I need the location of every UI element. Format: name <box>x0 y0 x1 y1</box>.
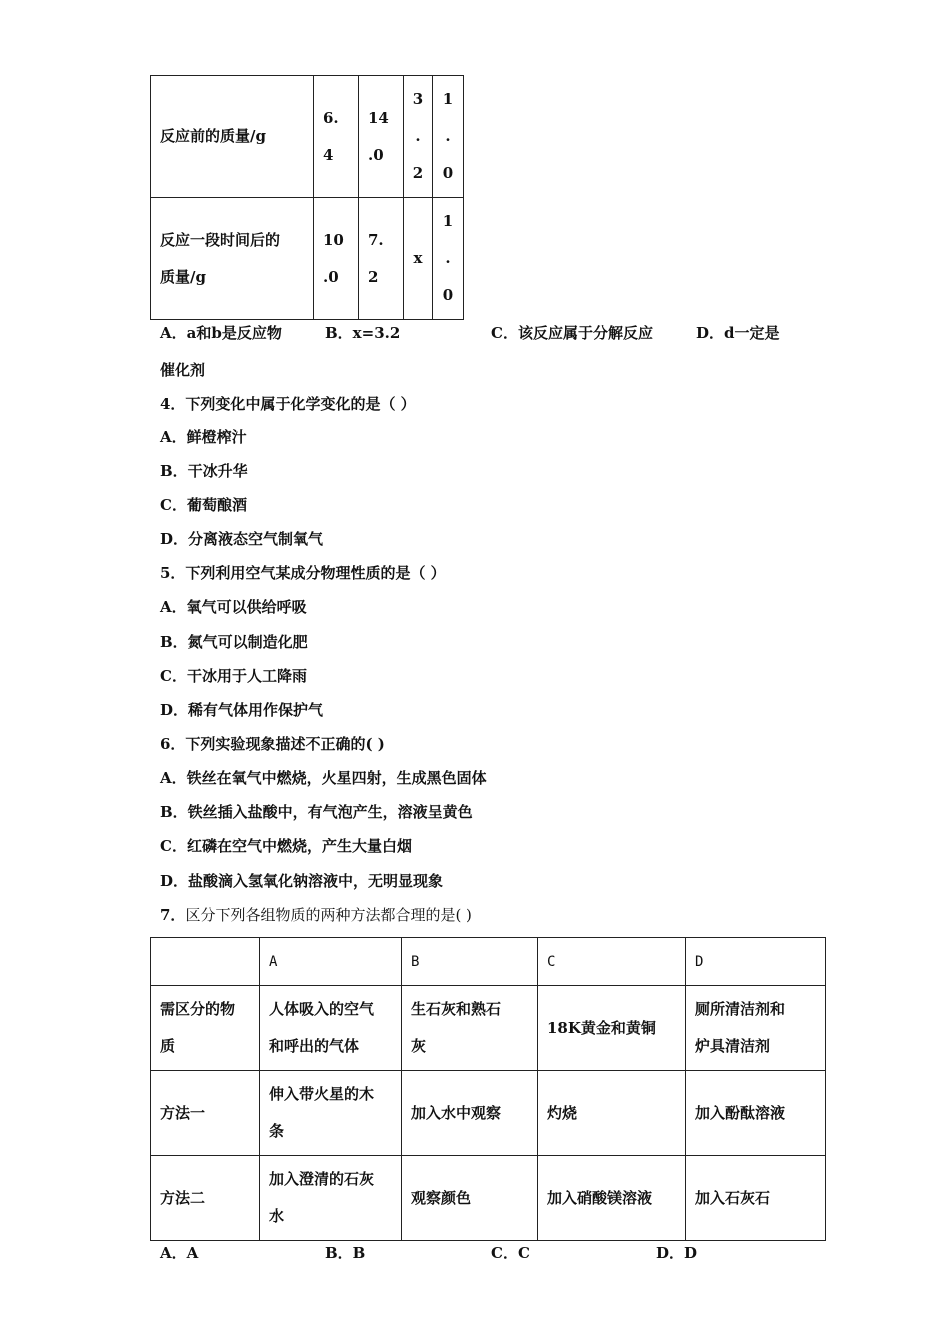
header-b: B <box>402 938 538 986</box>
q7-option-d: D．D <box>656 1244 698 1262</box>
method-table <box>150 937 826 1241</box>
row-label: 方法二 <box>151 1156 260 1241</box>
cell-c: 灼烧 <box>538 1071 686 1156</box>
q5-option-c: C．干冰用于人工降雨 <box>160 667 307 685</box>
q4-stem: 4．下列变化中属于化学变化的是（ ） <box>160 395 416 413</box>
cell-a: 人体吸入的空气 和呼出的气体 <box>260 986 402 1071</box>
q7-stem <box>160 905 472 925</box>
header-d: D <box>686 938 826 986</box>
q5-option-d: D．稀有气体用作保护气 <box>160 701 324 719</box>
row-label: 需区分的物 质 <box>151 986 260 1071</box>
cell-c: 3 . 2 <box>404 76 433 198</box>
cell-d: 厕所清洁剂和 炉具清洁剂 <box>686 986 826 1071</box>
cell-a: 加入澄清的石灰 水 <box>260 1156 402 1241</box>
q4-option-b: B．干冰升华 <box>160 462 248 480</box>
cell-b: 加入水中观察 <box>402 1071 538 1156</box>
cell-a: 6. 4 <box>314 76 359 198</box>
cell-d: 加入石灰石 <box>686 1156 826 1241</box>
cell-b: 生石灰和熟石 灰 <box>402 986 538 1071</box>
table-row <box>151 1156 826 1241</box>
q5-stem: 5．下列利用空气某成分物理性质的是（ ） <box>160 564 446 582</box>
q7-option-b: B．B <box>325 1244 366 1262</box>
q6-option-b: B．铁丝插入盐酸中，有气泡产生，溶液呈黄色 <box>160 803 473 821</box>
q4-option-d: D．分离液态空气制氧气 <box>160 530 324 548</box>
q7-number: 7． <box>160 906 186 924</box>
q6-option-a: A．铁丝在氧气中燃烧，火星四射，生成黑色固体 <box>160 769 487 787</box>
q6-option-c: C．红磷在空气中燃烧，产生大量白烟 <box>160 837 412 855</box>
cell-b: 观察颜色 <box>402 1156 538 1241</box>
q7-option-a: A．A <box>160 1244 199 1262</box>
header-c: C <box>538 938 686 986</box>
table-row <box>151 76 464 198</box>
cell-c: 加入硝酸镁溶液 <box>538 1156 686 1241</box>
q6-option-d: D．盐酸滴入氢氧化钠溶液中，无明显现象 <box>160 872 444 890</box>
table-row <box>151 1071 826 1156</box>
q5-option-a: A．氧气可以供给呼吸 <box>160 598 307 616</box>
q7-stem-text: 区分下列各组物质的两种方法都合理的是( ) <box>185 906 472 924</box>
q7-option-c: C．C <box>491 1244 530 1262</box>
table-row <box>151 986 826 1071</box>
q3-option-a: A．a和b是反应物 <box>160 324 282 342</box>
row-label: 方法一 <box>151 1071 260 1156</box>
mass-table <box>150 75 464 320</box>
cell-b: 14 .0 <box>359 76 404 198</box>
cell-d: 1 . 0 <box>433 198 464 320</box>
cell-a: 10 .0 <box>314 198 359 320</box>
cell-c: 18K黄金和黄铜 <box>538 986 686 1071</box>
q4-option-a: A．鲜橙榨汁 <box>160 428 247 446</box>
cell-c: x <box>404 198 433 320</box>
row-label: 反应一段时间后的 质量/g <box>151 198 314 320</box>
header-a: A <box>260 938 402 986</box>
q6-stem: 6．下列实验现象描述不正确的( ) <box>160 735 385 753</box>
cell-a: 伸入带火星的木 条 <box>260 1071 402 1156</box>
row-label: 反应前的质量/g <box>151 76 314 198</box>
q4-option-c: C．葡萄酿酒 <box>160 496 247 514</box>
table-row <box>151 198 464 320</box>
cell-d: 加入酚酞溶液 <box>686 1071 826 1156</box>
q3-option-b: B．x=3.2 <box>325 324 401 342</box>
cell-b: 7. 2 <box>359 198 404 320</box>
table-header-row <box>151 938 826 986</box>
header-empty <box>151 938 260 986</box>
q3-option-d-continued: 催化剂 <box>160 361 206 379</box>
q3-option-d: D．d一定是 <box>696 324 780 342</box>
q3-option-c: C．该反应属于分解反应 <box>491 324 653 342</box>
q5-option-b: B．氮气可以制造化肥 <box>160 633 308 651</box>
cell-d: 1 . 0 <box>433 76 464 198</box>
